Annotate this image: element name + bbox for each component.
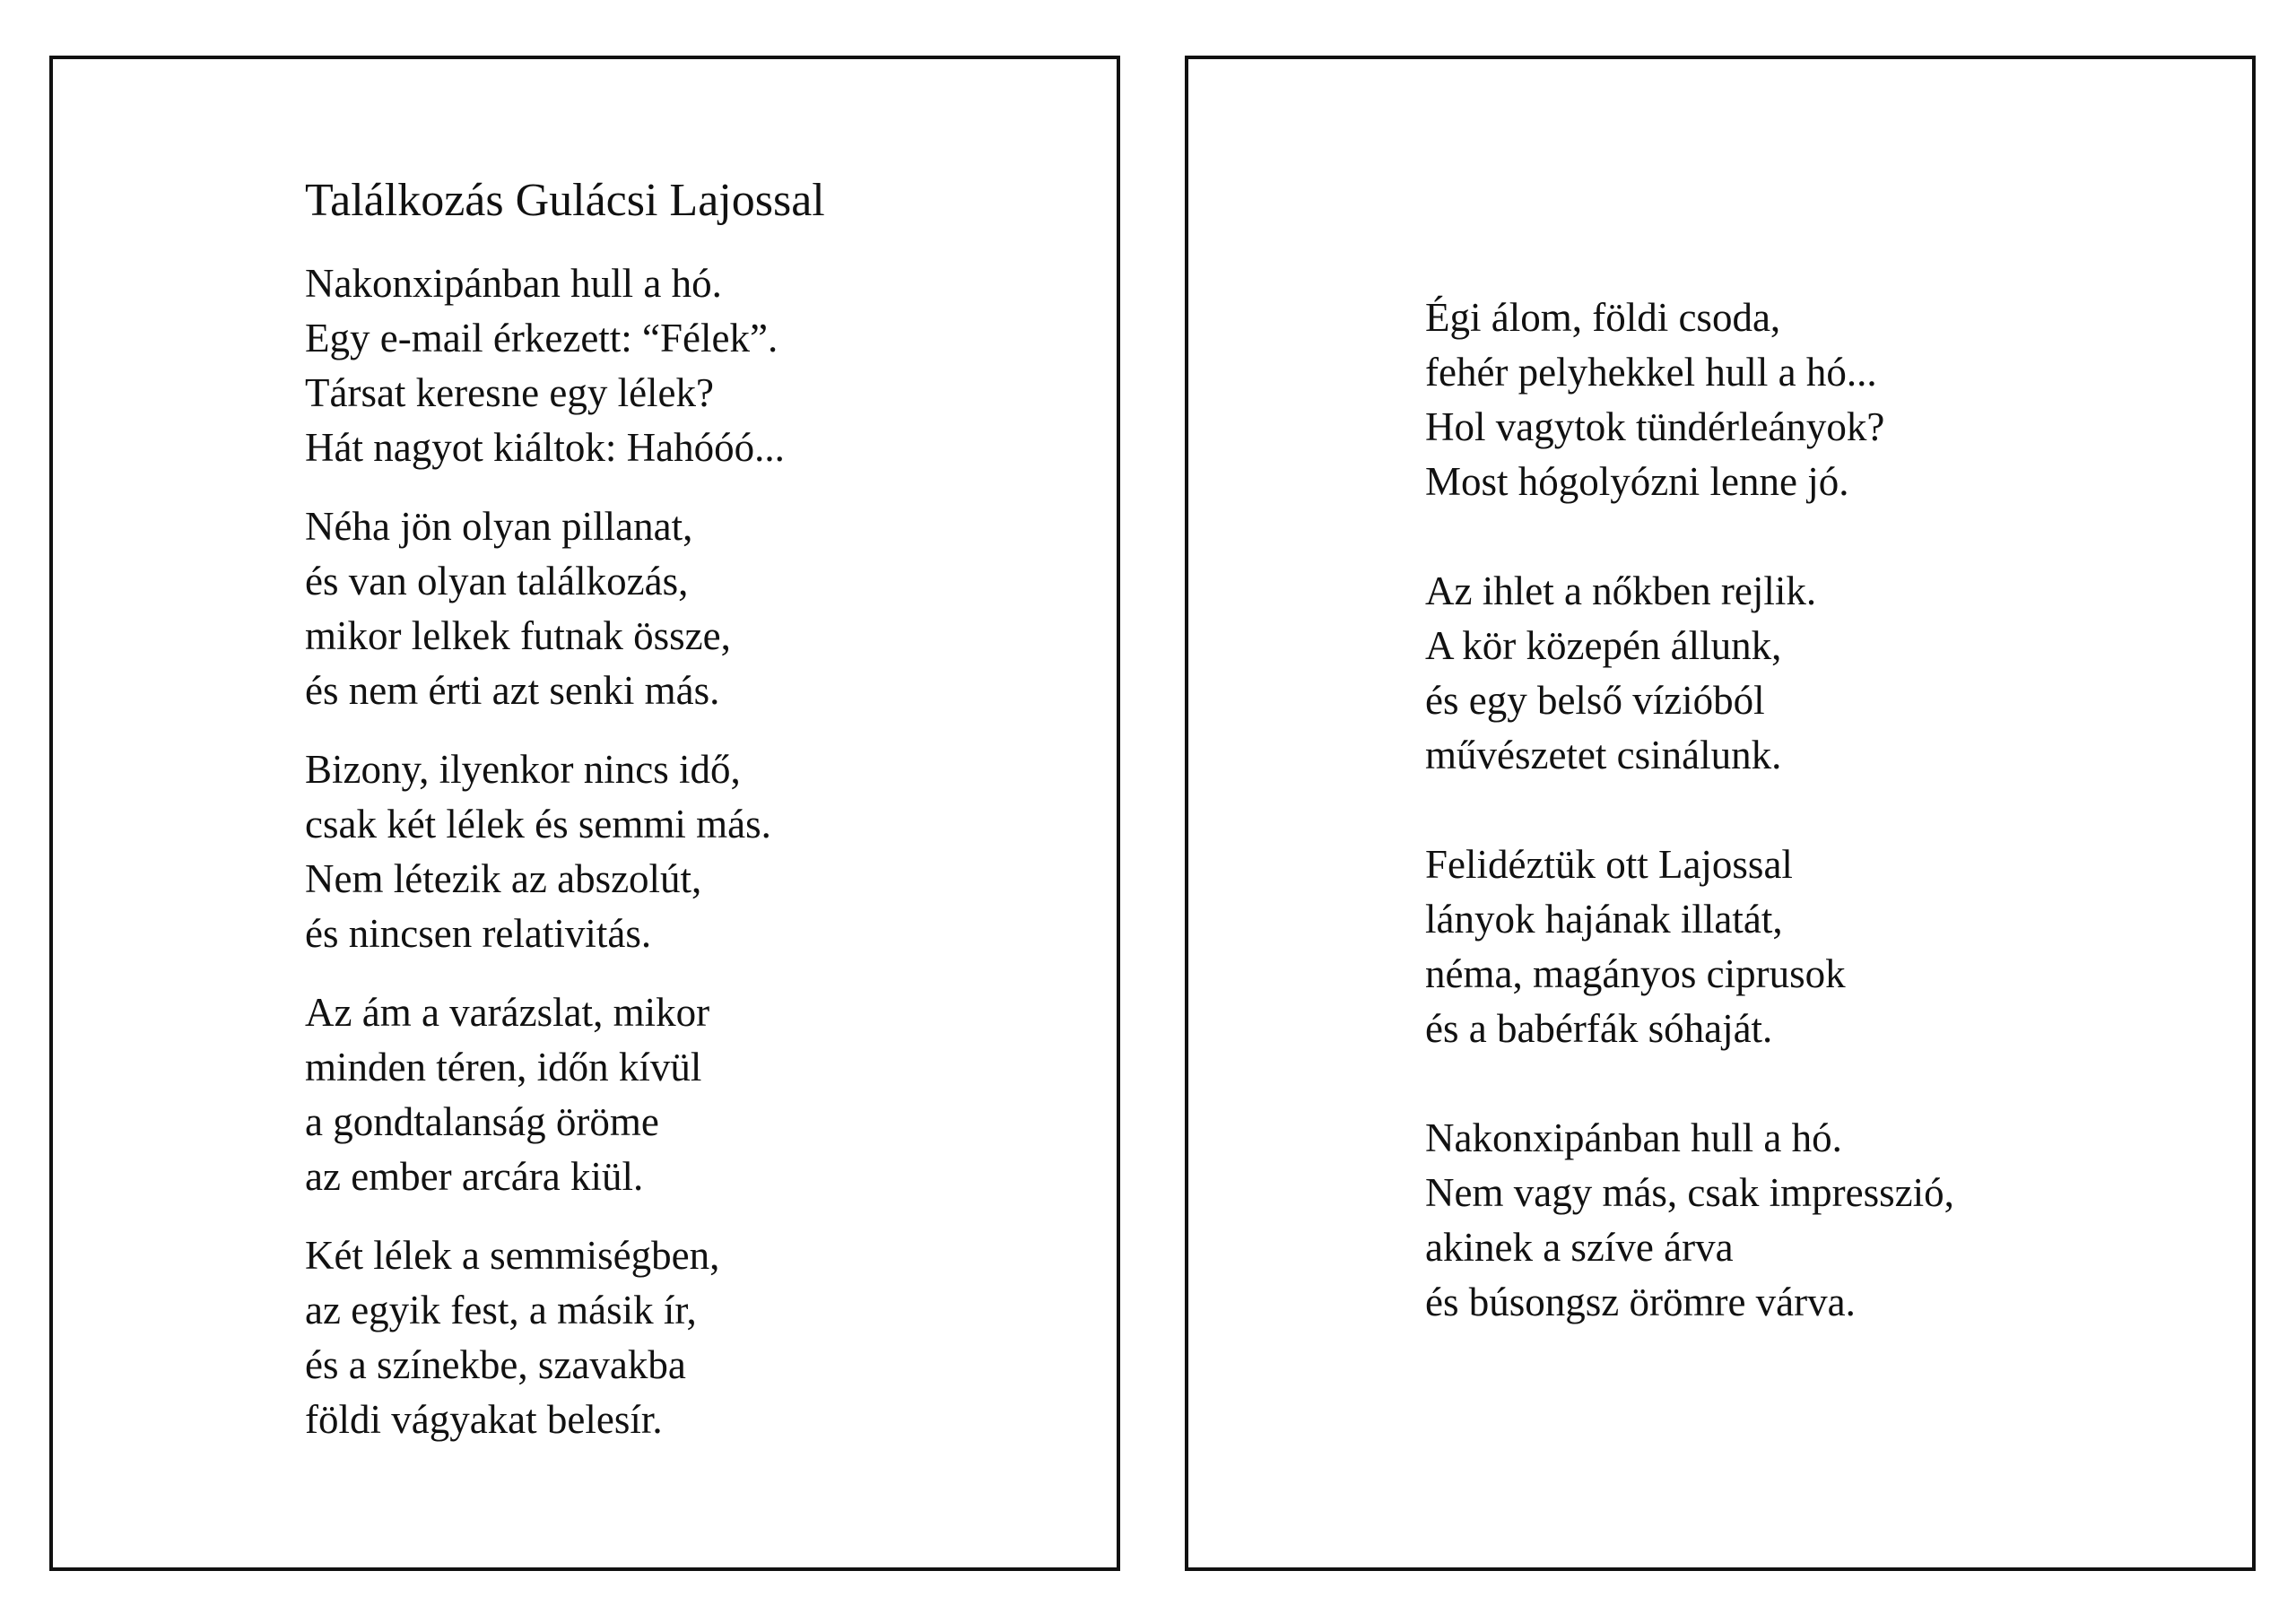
poem-line: Néha jön olyan pillanat,: [305, 504, 693, 549]
left-page: [49, 56, 1120, 1571]
poem-line: Nem vagy más, csak impresszió,: [1425, 1170, 1954, 1215]
stanza: [305, 256, 785, 475]
poem-line: Most hógolyózni lenne jó.: [1425, 459, 1849, 504]
poem-line: mikor lelkek futnak össze,: [305, 613, 731, 658]
poem-line: csak két lélek és semmi más.: [305, 802, 771, 846]
poem-title: Találkozás Gulácsi Lajossal: [305, 175, 825, 226]
poem-line: művészetet csinálunk.: [1425, 733, 1782, 777]
stanza: [305, 499, 785, 718]
stanza: [305, 1228, 785, 1447]
right-poem-body: [1425, 291, 1954, 1384]
left-poem-body: [305, 256, 785, 1471]
poem-line: A kör közepén állunk,: [1425, 623, 1782, 668]
stanza: [1425, 291, 1954, 509]
poem-line: Társat keresne egy lélek?: [305, 370, 714, 415]
poem-line: Nakonxipánban hull a hó.: [305, 261, 722, 306]
poem-line: Két lélek a semmiségben,: [305, 1233, 720, 1278]
poem-line: Nem létezik az abszolút,: [305, 856, 702, 901]
poem-line: néma, magányos ciprusok: [1425, 951, 1846, 996]
stanza: [1425, 564, 1954, 783]
poem-line: az ember arcára kiül.: [305, 1154, 644, 1199]
poem-line: és a babérfák sóhaját.: [1425, 1006, 1773, 1051]
poem-line: Az ihlet a nőkben rejlik.: [1425, 568, 1817, 613]
poem-line: a gondtalanság öröme: [305, 1099, 659, 1144]
stanza: [1425, 1111, 1954, 1330]
poem-line: Hol vagytok tündérleányok?: [1425, 404, 1885, 449]
poem-line: Egy e-mail érkezett: “Félek”.: [305, 316, 778, 360]
poem-line: Felidéztük ott Lajossal: [1425, 842, 1793, 887]
poem-line: és nem érti azt senki más.: [305, 668, 720, 713]
stanza: [305, 985, 785, 1204]
poem-line: Az ám a varázslat, mikor: [305, 990, 710, 1035]
poem-line: és van olyan találkozás,: [305, 559, 689, 603]
poem-line: az egyik fest, a másik ír,: [305, 1288, 697, 1332]
poem-line: és a színekbe, szavakba: [305, 1342, 686, 1387]
poem-line: akinek a szíve árva: [1425, 1225, 1734, 1270]
poem-line: és nincsen relativitás.: [305, 911, 652, 956]
poem-line: Hát nagyot kiáltok: Hahóóó...: [305, 425, 785, 470]
poem-line: minden téren, időn kívül: [305, 1045, 702, 1089]
poem-line: lányok hajának illatát,: [1425, 897, 1783, 942]
poem-line: földi vágyakat belesír.: [305, 1397, 663, 1442]
stanza: [1425, 838, 1954, 1056]
poem-line: Bizony, ilyenkor nincs idő,: [305, 747, 741, 792]
poem-line: Nakonxipánban hull a hó.: [1425, 1115, 1842, 1160]
stanza: [305, 742, 785, 961]
poem-line: fehér pelyhekkel hull a hó...: [1425, 350, 1877, 395]
poem-line: és búsongsz örömre várva.: [1425, 1280, 1856, 1324]
poem-line: és egy belső vízióból: [1425, 678, 1765, 723]
poem-line: Égi álom, földi csoda,: [1425, 295, 1781, 340]
right-page: [1185, 56, 2256, 1571]
